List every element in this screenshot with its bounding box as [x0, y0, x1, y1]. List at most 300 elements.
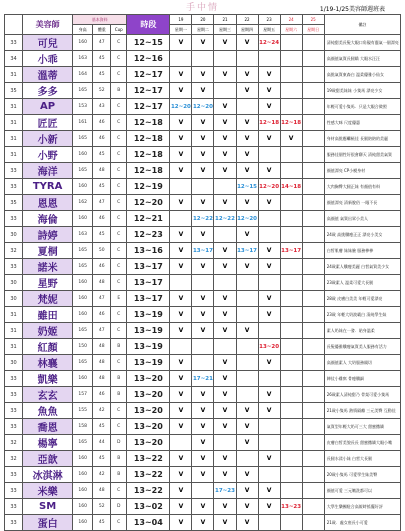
- cup-value: C: [111, 51, 127, 67]
- day-cell: [302, 227, 324, 243]
- time-slot: 13~19: [127, 323, 170, 339]
- table-row[interactable]: [5, 371, 401, 387]
- table-row[interactable]: [5, 291, 401, 307]
- time-slot: 12~18: [127, 163, 170, 179]
- day-cell: V: [170, 307, 192, 323]
- weight-value: 42: [93, 467, 111, 483]
- table-row[interactable]: [5, 387, 401, 403]
- day-cell: [280, 515, 302, 531]
- time-slot: 13~17: [127, 291, 170, 307]
- date-header: 19: [170, 15, 192, 25]
- day-cell: V: [214, 163, 236, 179]
- day-cell: V: [258, 355, 280, 371]
- day-cell: [258, 51, 280, 67]
- weekday-header: 星期五: [258, 25, 280, 35]
- day-cell: [236, 451, 258, 467]
- day-cell: [302, 195, 324, 211]
- day-cell: [280, 67, 302, 83]
- day-cell: V: [280, 131, 302, 147]
- time-slot: 13~19: [127, 307, 170, 323]
- table-row[interactable]: [5, 35, 401, 51]
- day-cell: V: [170, 371, 192, 387]
- cup-value: C: [111, 163, 127, 179]
- time-slot: 13~04: [127, 515, 170, 531]
- row-number: 33: [5, 259, 23, 275]
- day-cell: [302, 483, 324, 499]
- day-cell: V: [214, 419, 236, 435]
- day-cell: 12~20: [192, 99, 214, 115]
- day-cell: V: [192, 451, 214, 467]
- height-value: 150: [73, 339, 93, 355]
- weight-value: 48: [93, 163, 111, 179]
- day-cell: [258, 467, 280, 483]
- height-value: 155: [73, 403, 93, 419]
- day-cell: [302, 67, 324, 83]
- date-header: 23: [258, 15, 280, 25]
- day-cell: [280, 307, 302, 323]
- remark-text: 年輕可愛小隻馬．只是大眼合徵照: [324, 99, 400, 115]
- header-row-1: [5, 15, 401, 25]
- cup-value: B: [111, 83, 127, 99]
- beautician-name: 喬恩: [23, 419, 73, 435]
- height-value: 160: [73, 147, 93, 163]
- day-cell: [280, 355, 302, 371]
- day-cell: V: [258, 83, 280, 99]
- day-cell: 12~20: [170, 99, 192, 115]
- day-cell: [302, 243, 324, 259]
- day-cell: V: [236, 467, 258, 483]
- day-cell: V: [192, 515, 214, 531]
- day-cell: V: [170, 483, 192, 499]
- day-cell: 13~17: [236, 243, 258, 259]
- table-row[interactable]: [5, 243, 401, 259]
- weight-value: 45: [93, 227, 111, 243]
- day-cell: [258, 323, 280, 339]
- day-cell: V: [170, 291, 192, 307]
- remark-text: 長腿水漾小妹 白皙大長腿: [324, 451, 400, 467]
- table-row[interactable]: [5, 147, 401, 163]
- day-cell: V: [258, 99, 280, 115]
- table-row[interactable]: [5, 323, 401, 339]
- day-cell: V: [236, 515, 258, 531]
- row-number: 33: [5, 467, 23, 483]
- table-row[interactable]: [5, 403, 401, 419]
- schedule-body: [5, 35, 401, 531]
- day-cell: [192, 355, 214, 371]
- table-row[interactable]: [5, 211, 401, 227]
- row-number: 33: [5, 387, 23, 403]
- beautician-name: 魚魚: [23, 403, 73, 419]
- day-cell: V: [236, 115, 258, 131]
- time-slot: 13~20: [127, 387, 170, 403]
- day-cell: V: [192, 131, 214, 147]
- table-row[interactable]: [5, 179, 401, 195]
- row-number: 32: [5, 243, 23, 259]
- day-cell: V: [214, 323, 236, 339]
- day-cell: V: [258, 67, 280, 83]
- weight-value: 47: [93, 323, 111, 339]
- row-number: 35: [5, 195, 23, 211]
- weight-value: 45: [93, 67, 111, 83]
- table-row[interactable]: [5, 451, 401, 467]
- weight-value: 52: [93, 499, 111, 515]
- remark-text: 21歲．處女座長小可愛: [324, 515, 400, 531]
- day-cell: V: [214, 147, 236, 163]
- time-slot: 13~20: [127, 371, 170, 387]
- day-cell: V: [214, 35, 236, 51]
- day-cell: [236, 307, 258, 323]
- time-slot: 12~20: [127, 195, 170, 211]
- day-cell: V: [214, 259, 236, 275]
- row-number: 31: [5, 67, 23, 83]
- height-value: 160: [73, 307, 93, 323]
- beautician-name: 可兒: [23, 35, 73, 51]
- table-row[interactable]: [5, 499, 401, 515]
- table-row[interactable]: [5, 307, 401, 323]
- remark-header: 備註: [324, 15, 400, 35]
- day-cell: [280, 483, 302, 499]
- weight-value: 45: [93, 51, 111, 67]
- table-row[interactable]: [5, 163, 401, 179]
- beautician-name: 楊寧: [23, 435, 73, 451]
- height-value: 165: [73, 259, 93, 275]
- row-number: 33: [5, 403, 23, 419]
- time-slot: 12~17: [127, 67, 170, 83]
- row-number: 33: [5, 211, 23, 227]
- remark-text: 高挑氣質東森白 溫柔優雅小仙女: [324, 67, 400, 83]
- day-cell: 12~20: [236, 211, 258, 227]
- day-cell: [302, 371, 324, 387]
- weight-value: 45: [93, 147, 111, 163]
- day-cell: V: [170, 355, 192, 371]
- cup-value: C: [111, 355, 127, 371]
- day-cell: V: [170, 387, 192, 403]
- cup-value: B: [111, 371, 127, 387]
- beautician-name: 小野: [23, 147, 73, 163]
- row-number: 30: [5, 275, 23, 291]
- day-cell: V: [258, 163, 280, 179]
- day-cell: [302, 179, 324, 195]
- day-cell: [258, 371, 280, 387]
- day-cell: V: [236, 67, 258, 83]
- table-row[interactable]: [5, 99, 401, 115]
- day-cell: V: [192, 259, 214, 275]
- day-cell: [214, 179, 236, 195]
- day-cell: V: [170, 259, 192, 275]
- cup-value: C: [111, 211, 127, 227]
- cup-value: C: [111, 307, 127, 323]
- table-row[interactable]: [5, 419, 401, 435]
- remark-text: 皮膚白晢美貌長長 甜蜜撒嬌大眼小嘴: [324, 435, 400, 451]
- cup-value: C: [111, 403, 127, 419]
- day-cell: V: [214, 243, 236, 259]
- height-value: 157: [73, 387, 93, 403]
- day-cell: [258, 227, 280, 243]
- day-cell: 17~21: [192, 371, 214, 387]
- day-cell: V: [258, 403, 280, 419]
- height-value: 165: [73, 323, 93, 339]
- weight-value: 44: [93, 435, 111, 451]
- height-value: 160: [73, 451, 93, 467]
- beautician-name: 亞歆: [23, 451, 73, 467]
- height-value: 165: [73, 163, 93, 179]
- cup-value: B: [111, 451, 127, 467]
- day-cell: [302, 515, 324, 531]
- day-cell: [280, 275, 302, 291]
- day-cell: [302, 355, 324, 371]
- day-cell: [302, 291, 324, 307]
- row-number: 33: [5, 419, 23, 435]
- weight-value: 45: [93, 451, 111, 467]
- day-cell: [170, 339, 192, 355]
- table-row[interactable]: [5, 515, 401, 531]
- day-cell: V: [214, 515, 236, 531]
- date-header: 21: [214, 15, 236, 25]
- table-row[interactable]: [5, 339, 401, 355]
- remark-text: 長髮優雅纖瘦氣質美人服務有活力: [324, 339, 400, 355]
- day-cell: V: [170, 35, 192, 51]
- time-slot: 12~17: [127, 99, 170, 115]
- time-slot: 13~19: [127, 339, 170, 355]
- beautician-name: 溫蒂: [23, 67, 73, 83]
- day-cell: [302, 83, 324, 99]
- day-cell: V: [170, 499, 192, 515]
- cup-value: C: [111, 67, 127, 83]
- name-header: 美容師: [23, 15, 73, 35]
- beautician-name: AP: [23, 99, 73, 115]
- day-cell: V: [236, 419, 258, 435]
- day-cell: V: [170, 147, 192, 163]
- day-cell: [214, 435, 236, 451]
- cup-value: C: [111, 419, 127, 435]
- row-number: 30: [5, 227, 23, 243]
- row-number: 35: [5, 83, 23, 99]
- beautician-name: 恩恩: [23, 195, 73, 211]
- time-slot: 13~02: [127, 499, 170, 515]
- weekday-header: 星期四: [236, 25, 258, 35]
- day-cell: [280, 467, 302, 483]
- row-number: 31: [5, 307, 23, 323]
- cup-value: D: [111, 499, 127, 515]
- day-cell: V: [258, 483, 280, 499]
- day-cell: V: [192, 307, 214, 323]
- day-cell: V: [192, 323, 214, 339]
- day-cell: [214, 51, 236, 67]
- day-cell: V: [236, 499, 258, 515]
- day-cell: [302, 451, 324, 467]
- table-row[interactable]: [5, 259, 401, 275]
- remark-text: 24歲素人纖瘦美麗 白皙氣質美少女: [324, 259, 400, 275]
- time-slot: 13~19: [127, 355, 170, 371]
- day-cell: V: [236, 35, 258, 51]
- row-number: 33: [5, 371, 23, 387]
- remark-text: 20歲小隻馬 可愛學生妹美臀: [324, 467, 400, 483]
- day-cell: V: [236, 403, 258, 419]
- beautician-name: 蛋白: [23, 515, 73, 531]
- row-number: 31: [5, 323, 23, 339]
- table-row[interactable]: [5, 355, 401, 371]
- table-row[interactable]: [5, 435, 401, 451]
- day-cell: 12~18: [258, 115, 280, 131]
- cup-value: C: [111, 227, 127, 243]
- day-cell: V: [214, 99, 236, 115]
- weight-value: 47: [93, 35, 111, 51]
- day-cell: V: [236, 83, 258, 99]
- cup-value: B: [111, 387, 127, 403]
- height-value: 162: [73, 195, 93, 211]
- beautician-name: 凱樂: [23, 371, 73, 387]
- day-cell: V: [214, 355, 236, 371]
- day-cell: [236, 355, 258, 371]
- cup-value: B: [111, 339, 127, 355]
- table-row[interactable]: [5, 275, 401, 291]
- row-number: 30: [5, 291, 23, 307]
- day-cell: [170, 275, 192, 291]
- day-cell: 13~20: [258, 339, 280, 355]
- height-value: 161: [73, 115, 93, 131]
- table-row[interactable]: [5, 195, 401, 211]
- day-cell: [258, 515, 280, 531]
- cup-value: C: [111, 147, 127, 163]
- table-row[interactable]: [5, 51, 401, 67]
- time-slot: 12~17: [127, 83, 170, 99]
- day-cell: V: [214, 499, 236, 515]
- height-value: 160: [73, 179, 93, 195]
- cup-value: C: [111, 99, 127, 115]
- beautician-name: 星野: [23, 275, 73, 291]
- day-cell: V: [214, 307, 236, 323]
- table-row[interactable]: [5, 467, 401, 483]
- remark-text: 28歲 皮膚白美美 年輕可愛漂亮: [324, 291, 400, 307]
- day-cell: V: [192, 467, 214, 483]
- weight-value: 46: [93, 131, 111, 147]
- day-cell: [280, 211, 302, 227]
- day-cell: [280, 83, 302, 99]
- day-cell: V: [170, 67, 192, 83]
- day-cell: V: [192, 35, 214, 51]
- weight-value: 48: [93, 275, 111, 291]
- row-number: 32: [5, 435, 23, 451]
- height-value: 160: [73, 371, 93, 387]
- weekday-header: 星期二: [192, 25, 214, 35]
- day-cell: [302, 99, 324, 115]
- page-title: 手中情: [185, 3, 219, 13]
- day-cell: 17~23: [214, 483, 236, 499]
- weight-value: 48: [93, 483, 111, 499]
- weight-value: 48: [93, 371, 111, 387]
- day-cell: V: [192, 387, 214, 403]
- row-number: 34: [5, 51, 23, 67]
- beautician-name: 小新: [23, 131, 73, 147]
- weight-header: 體重: [93, 25, 111, 35]
- day-cell: V: [170, 467, 192, 483]
- table-row[interactable]: [5, 115, 401, 131]
- height-value: 153: [73, 99, 93, 115]
- day-cell: 12~15: [236, 179, 258, 195]
- cup-value: C: [111, 483, 127, 499]
- day-cell: [302, 435, 324, 451]
- day-cell: V: [258, 259, 280, 275]
- day-cell: [214, 83, 236, 99]
- cup-value: C: [111, 259, 127, 275]
- day-cell: [302, 51, 324, 67]
- day-cell: [258, 435, 280, 451]
- day-cell: [236, 99, 258, 115]
- time-slot: 12~15: [127, 35, 170, 51]
- day-cell: V: [170, 195, 192, 211]
- table-row[interactable]: [5, 227, 401, 243]
- day-cell: [302, 115, 324, 131]
- height-value: 164: [73, 67, 93, 83]
- time-slot: 13~20: [127, 435, 170, 451]
- day-cell: V: [192, 499, 214, 515]
- day-cell: V: [236, 259, 258, 275]
- day-cell: [170, 435, 192, 451]
- remark-text: 清純甜美長髮大眼口角靚有靈氣一個漂亮: [324, 35, 400, 51]
- remark-text: 氣質型年輕大奶可三大 甜蜜撒嬌: [324, 419, 400, 435]
- day-cell: [170, 51, 192, 67]
- day-cell: V: [258, 243, 280, 259]
- cup-value: D: [111, 435, 127, 451]
- table-row[interactable]: [5, 131, 401, 147]
- weight-value: 48: [93, 355, 111, 371]
- day-cell: [280, 403, 302, 419]
- table-row[interactable]: [5, 67, 401, 83]
- remark-text: 高顏值 氣質出眾小美人: [324, 211, 400, 227]
- day-cell: [236, 51, 258, 67]
- table-row[interactable]: [5, 83, 401, 99]
- time-slot: 12~21: [127, 211, 170, 227]
- weight-value: 46: [93, 307, 111, 323]
- remark-text: 26歲素人清純甜乃 骨架可愛小隻馬: [324, 387, 400, 403]
- day-cell: V: [170, 115, 192, 131]
- cup-value: C: [111, 323, 127, 339]
- height-value: 165: [73, 435, 93, 451]
- day-cell: [302, 403, 324, 419]
- row-number: 33: [5, 179, 23, 195]
- day-cell: V: [236, 323, 258, 339]
- day-cell: [280, 323, 302, 339]
- row-number: 31: [5, 99, 23, 115]
- remark-text: 顏值漂亮 CP小模身材: [324, 163, 400, 179]
- day-cell: [302, 467, 324, 483]
- day-cell: V: [170, 403, 192, 419]
- day-cell: 13~17: [192, 243, 214, 259]
- day-cell: V: [258, 451, 280, 467]
- weight-value: 46: [93, 259, 111, 275]
- weight-value: 42: [93, 403, 111, 419]
- height-header: 身高: [73, 25, 93, 35]
- day-cell: [192, 483, 214, 499]
- height-value: 160: [73, 499, 93, 515]
- cup-value: C: [111, 275, 127, 291]
- day-cell: [280, 163, 302, 179]
- schedule-table: [4, 14, 401, 531]
- day-cell: V: [214, 115, 236, 131]
- beautician-name: 詩婷: [23, 227, 73, 243]
- cup-value: C: [111, 35, 127, 51]
- beautician-name: 小乖: [23, 51, 73, 67]
- day-cell: V: [258, 307, 280, 323]
- day-cell: [280, 227, 302, 243]
- day-cell: [170, 179, 192, 195]
- row-number: 33: [5, 483, 23, 499]
- day-cell: [302, 339, 324, 355]
- height-value: 160: [73, 467, 93, 483]
- table-row[interactable]: [5, 483, 401, 499]
- beautician-name: 米樂: [23, 483, 73, 499]
- day-cell: V: [214, 67, 236, 83]
